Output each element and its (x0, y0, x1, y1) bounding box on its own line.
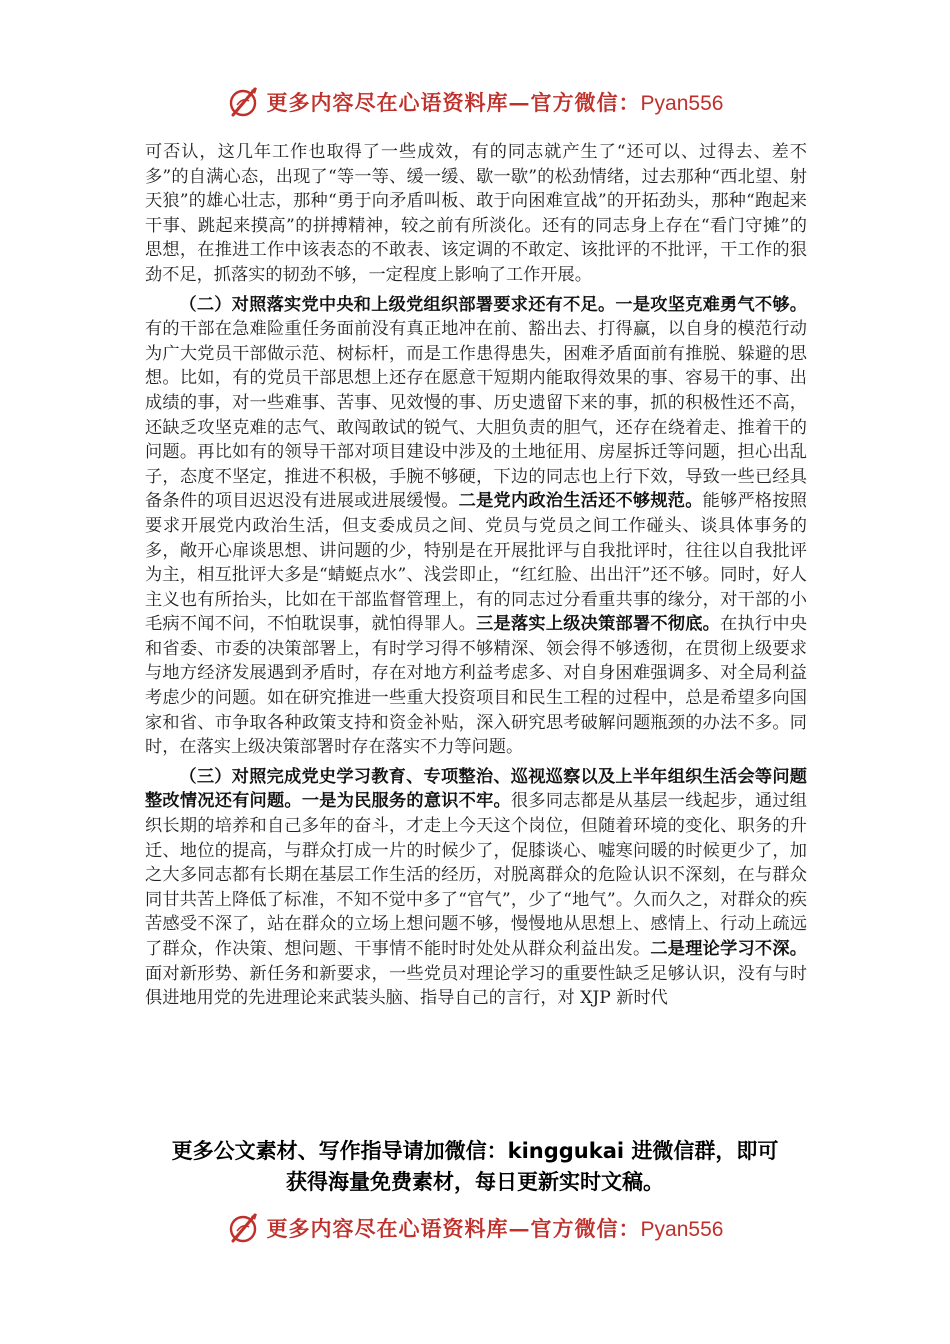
promo-line-1: 更多公文素材、写作指导请加微信：kinggukai 进微信群，即可 (171, 1139, 779, 1163)
bold-heading-run: 二是理论学习不深。 (650, 939, 807, 959)
paragraph (145, 140, 807, 288)
banner-text: 更多内容尽在心语资料库—官方微信：Pyan556 (266, 1216, 724, 1241)
bold-heading-run: （三）对照完成党史学习教育、专项整治、巡视巡察以及上半年组织生活会等问题整改情况还有问题。一是为民服务的意识不牢。 (145, 766, 807, 812)
document-body (145, 140, 807, 1016)
pen-logo-icon (227, 1211, 261, 1245)
banner-account: Pyan556 (640, 92, 724, 115)
text-run: 很多同志都是从基层一线起步，通过组织长期的培养和自己多年的奋斗，才走上今天这个岗位，但随着环境的变化、职务的升迁、地位的提高，与群众打成一片的时候少了，促膝谈心、嘘寒问暖的时候更少了，加之大多同志都有长期在基层工作生活的经历，对脱离群众的危险认识不深刻，在与群众同甘共苦上降低了标准，不知不觉中多了“官气”，少了“地气”。久而久之，对群众的疾苦感受不深了，站在群众的立场上想问题不够，慢慢地从思想上、感情上、行动上疏远了群众，作决策、想问题、干事情不能时时处处从群众利益出发。 (145, 791, 807, 959)
banner-account: Pyan556 (640, 1218, 724, 1241)
paragraph (145, 293, 807, 760)
text-run: 在执行中央和省委、市委的决策部署上，有时学习得不够精深、领会得不够透彻，在贯彻上级要求与地方经济发展遇到矛盾时，存在对地方利益考虑多、对自身困难强调多、对全局利益考虑少的问题。如在研究推进一些重大投资项目和民生工程的过程中，总是希望多向国家和省、市争取各种政策支持和资金补贴，深入研究思考破解问题瓶颈的办法不多。同时，在落实上级决策部署时存在落实不力等问题。 (145, 614, 807, 758)
banner-text: 更多内容尽在心语资料库—官方微信：Pyan556 (266, 90, 724, 115)
header-banner (0, 82, 950, 122)
bold-heading-run: 三是落实上级决策部署不彻底。 (476, 614, 721, 635)
paragraph (145, 765, 807, 1011)
text-run: 可否认，这几年工作也取得了一些成效，有的同志就产生了“还可以、过得去、差不多”的自满心态，出现了“等一等、缓一缓、歇一歇”的松劲情绪，过去那种“西北望、射天狼”的雄心壮志，那种“勇于向矛盾叫板、敢于向困难宣战”的开拓劲头，那种“跑起来干事、跳起来摸高”的拼搏精神，较之前有所淡化。还有的同志身上存在“看门守摊”的思想，在推进工作中该表态的不敢表、该定调的不敢定、该批评的不批评，干工作的狠劲不足，抓落实的韧劲不够，一定程度上影响了工作开展。 (145, 142, 807, 285)
bold-heading-run: 二是党内政治生活还不够规范。 (458, 491, 703, 512)
bold-heading-run: （二）对照落实党中央和上级党组织部署要求还有不足。一是攻坚克难勇气不够。 (179, 294, 807, 315)
footer-banner (0, 1208, 950, 1248)
promo-notice (0, 1136, 950, 1198)
promo-line-2: 获得海量免费素材，每日更新实时文稿。 (286, 1170, 664, 1194)
text-run: 面对新形势、新任务和新要求，一些党员对理论学习的重要性缺乏足够认识，没有与时俱进地用党的先进理论来武装头脑、指导自己的言行，对 XJP 新时代 (145, 963, 807, 1009)
pen-logo-icon (227, 85, 261, 119)
text-run: 能够严格按照要求开展党内政治生活，但支委成员之间、党员与党员之间工作碰头、谈具体事务的多，敞开心扉谈思想、讲问题的少，特别是在开展批评与自我批评时，往往以自我批评为主，相互批评大多是“蜻蜓点水”、浅尝即止，“红红脸、出出汗”还不够。同时，好人主义也有所抬头，比如在干部监督管理上，有的同志过分看重共事的缘分，对干部的小毛病不闻不问，不怕耽误事，就怕得罪人。 (145, 491, 807, 635)
text-run: 有的干部在急难险重任务面前没有真正地冲在前、豁出去、打得赢，以自身的模范行动为广大党员干部做示范、树标杆，而是工作患得患失，困难矛盾面前有推脱、躲避的思想。比如，有的党员干部思想上还存在愿意干短期内能取得效果的事、容易干的事、出成绩的事，对一些难事、苦事、见效慢的事、历史遗留下来的事，抓的积极性还不高，还缺乏攻坚克难的志气、敢闯敢试的锐气、大胆负责的胆气，还存在绕着走、推着干的问题。再比如有的领导干部对项目建设中涉及的土地征用、房屋拆迁等问题，担心出乱子，态度不坚定，推进不积极，手腕不够硬，下边的同志也上行下效，导致一些已经具备条件的项目迟迟没有进展或进展缓慢。 (145, 319, 807, 512)
